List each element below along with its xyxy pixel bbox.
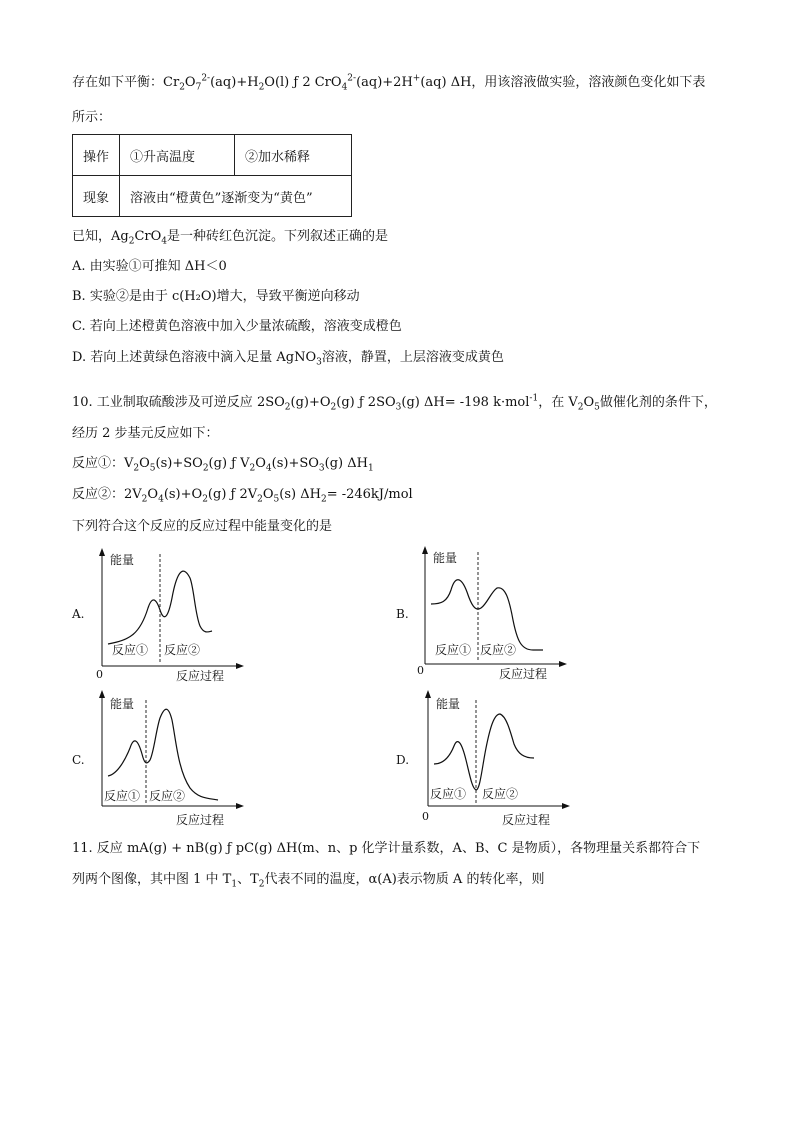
option-b-letter: B. bbox=[396, 607, 409, 621]
q9-option-d: D. 若向上述黄绿色溶液中滴入足量 AgNO$_3$溶液，静置，上层溶液变成黄色 bbox=[72, 350, 504, 368]
step-1-label: 反应① bbox=[112, 643, 149, 657]
energy-curve bbox=[431, 580, 543, 650]
y-axis-arrow bbox=[99, 548, 105, 556]
q9-stem-line2: 所示： bbox=[72, 110, 112, 125]
q9-stem-line1: 存在如下平衡：$Cr_2O_7^{2-}(aq)+H_2O(l)$ ƒ 2 CrO$_4^{2-}$(aq)+2H+(aq) ΔH，用该溶液做实验，溶液颜色变化如下表 bbox=[72, 73, 706, 93]
step-1-label: 反应① bbox=[430, 787, 467, 801]
table-row bbox=[73, 176, 352, 217]
option-a-letter: A. bbox=[72, 607, 85, 621]
step-1-label: 反应① bbox=[104, 789, 141, 803]
q10-stem-line1: 10. 工业制取硫酸涉及可逆反应 $2SO_2(g)+O_2(g)$ ƒ $2SO_3(g)$ ΔH= -198 k·mol$^{-1}$，在 $V_2O_5$做催化剂的条件下， bbox=[72, 393, 717, 413]
option-a-diagram bbox=[90, 548, 250, 688]
q9-known-line: 已知，$Ag_2CrO_4$是一种砖红色沉淀。下列叙述正确的是 bbox=[72, 229, 389, 247]
step-2-label: 反应② bbox=[480, 643, 517, 657]
q9-experiment-table bbox=[72, 134, 352, 217]
origin-label: 0 bbox=[96, 668, 103, 681]
step-1-label: 反应① bbox=[435, 643, 472, 657]
q11-stem-line1: 11. 反应 mA(g) + nB(g) ƒ pC(g) ΔH(m、n、p 化学计量系数，A、B、C 是物质），各物理量关系都符合下 bbox=[72, 841, 701, 856]
step-2-label: 反应② bbox=[164, 643, 201, 657]
table-cell: ①升高温度 bbox=[120, 135, 235, 176]
option-d-letter: D. bbox=[396, 753, 410, 767]
x-axis-label: 反应过程 bbox=[176, 813, 225, 827]
option-c-letter: C. bbox=[72, 753, 85, 767]
q9-option-b: B. 实验②是由于 c(H₂O)增大，导致平衡逆向移动 bbox=[72, 289, 360, 304]
q11-stem-line2: 列两个图像，其中图 1 中 $T_1$、$T_2$代表不同的温度，α(A)表示物质 A 的转化率，则 bbox=[72, 872, 545, 890]
table-cell: 溶液由“橙黄色”逐渐变为“黄色” bbox=[120, 176, 352, 217]
y-axis-arrow bbox=[422, 546, 428, 554]
x-axis-label: 反应过程 bbox=[502, 813, 551, 827]
option-c-diagram bbox=[90, 690, 250, 830]
table-cell: 操作 bbox=[73, 135, 120, 176]
x-axis-label: 反应过程 bbox=[499, 667, 548, 681]
table-cell: ②加水稀释 bbox=[235, 135, 352, 176]
y-axis-label: 能量 bbox=[433, 551, 458, 565]
x-axis-arrow bbox=[236, 803, 244, 809]
energy-curve bbox=[108, 571, 212, 644]
x-axis-arrow bbox=[236, 663, 244, 669]
y-axis-label: 能量 bbox=[110, 553, 135, 567]
y-axis-label: 能量 bbox=[436, 697, 461, 711]
q10-question: 下列符合这个反应的反应过程中能量变化的是 bbox=[72, 519, 333, 534]
q9-option-a: A. 由实验①可推知 ΔH＜0 bbox=[72, 259, 227, 274]
y-axis-arrow bbox=[425, 690, 431, 698]
energy-curve bbox=[108, 709, 218, 800]
q10-stem-line2: 经历 2 步基元反应如下： bbox=[72, 426, 219, 441]
q10-reaction-2: 反应②：$2V_2O_4(s)+O_2(g)$ ƒ $2V_2O_5(s)$ $\Delta H_2= -246kJ/mol$ bbox=[72, 487, 413, 505]
x-axis-arrow bbox=[559, 661, 567, 667]
step-2-label: 反应② bbox=[482, 787, 519, 801]
step-2-label: 反应② bbox=[149, 789, 186, 803]
table-cell: 现象 bbox=[73, 176, 120, 217]
q9-option-c: C. 若向上述橙黄色溶液中加入少量浓硫酸，溶液变成橙色 bbox=[72, 319, 402, 334]
x-axis-arrow bbox=[562, 803, 570, 809]
x-axis-label: 反应过程 bbox=[176, 669, 225, 683]
table-row bbox=[73, 135, 352, 176]
energy-curve bbox=[434, 714, 534, 790]
option-d-diagram bbox=[416, 690, 576, 830]
y-axis-arrow bbox=[99, 690, 105, 698]
option-b-diagram bbox=[413, 546, 573, 686]
q10-reaction-1: 反应①：$V_2O_5(s)+SO_2(g)$ ƒ $V_2O_4(s)+SO_3(g)$ $\Delta H_1$ bbox=[72, 456, 374, 474]
origin-label: 0 bbox=[417, 664, 424, 677]
origin-label: 0 bbox=[422, 810, 429, 823]
y-axis-label: 能量 bbox=[110, 697, 135, 711]
